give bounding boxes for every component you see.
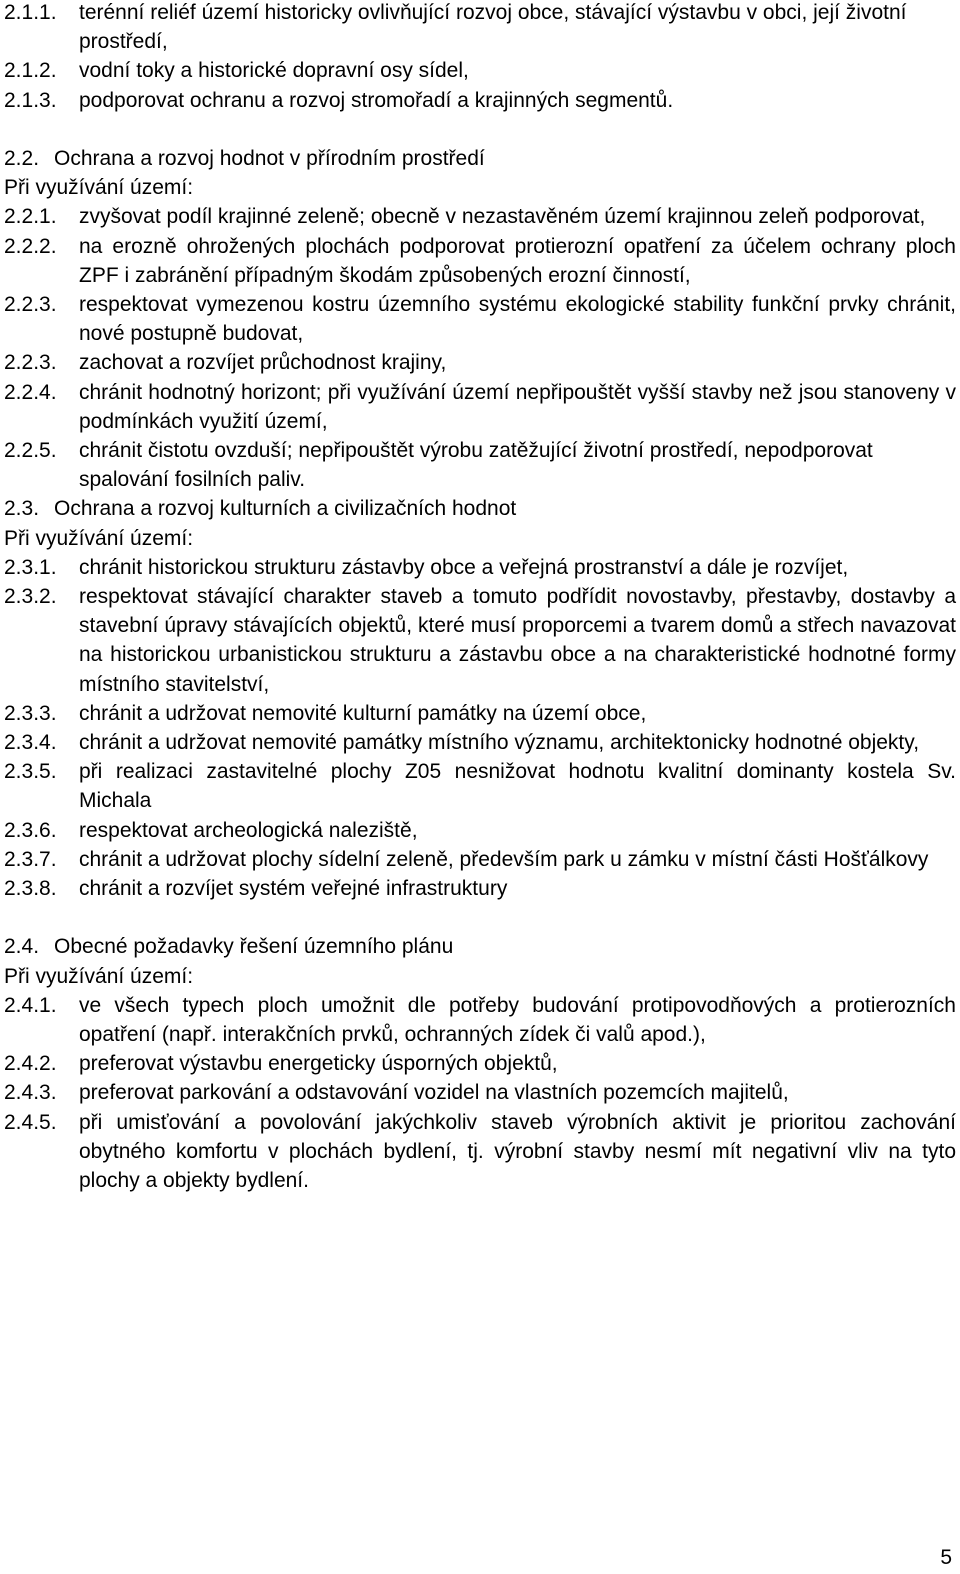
item-number: 2.4.1. — [4, 993, 57, 1017]
item-text: preferovat parkování a odstavování vozidel na vlastních pozemcích majitelů, — [79, 1081, 789, 1105]
item-text: zachovat a rozvíjet průchodnost krajiny, — [79, 351, 447, 375]
list-item — [4, 1078, 956, 1107]
list-item — [4, 348, 956, 377]
section-gap — [4, 903, 956, 932]
section-number: 2.3. — [4, 497, 40, 521]
list-item — [4, 582, 956, 699]
item-number: 2.4.5. — [4, 1110, 57, 1134]
item-text: respektovat vymezenou kostru územního systému ekologické stability funkční prvky chránit, nové postupně budovat, — [79, 293, 956, 346]
section-title: Obecné požadavky řešení územního plánu — [54, 935, 454, 959]
item-text: ve všech typech ploch umožnit dle potřeby budování protipovodňových a protierozních opatření (např. interakčních prvků, ochranných zídek či valů apod.), — [79, 993, 956, 1047]
item-number: 2.2.5. — [4, 439, 57, 463]
item-number: 2.1.3. — [4, 88, 57, 112]
usage-label: Při využívání území: — [4, 176, 194, 200]
item-number: 2.2.1. — [4, 205, 57, 229]
list-item — [4, 874, 956, 903]
section-title: Ochrana a rozvoj hodnot v přírodním prostředí — [54, 147, 485, 170]
item-text: terénní reliéf území historicky ovlivňující rozvoj obce, stávající výstavbu v obci, její životní prostředí, — [79, 1, 907, 54]
list-item — [4, 553, 956, 582]
list-item — [4, 757, 956, 815]
item-number: 2.3.3. — [4, 701, 57, 725]
item-number: 2.3.5. — [4, 760, 57, 784]
item-number: 2.4.3. — [4, 1081, 57, 1105]
list-item — [4, 991, 956, 1049]
item-number: 2.3.4. — [4, 731, 57, 755]
list-item — [4, 728, 956, 757]
item-number: 2.3.2. — [4, 585, 57, 609]
list-item — [4, 56, 956, 85]
item-text: chránit a udržovat plochy sídelní zeleně, především park u zámku v místní části Hošťálkovy — [79, 847, 929, 871]
list-item — [4, 1049, 956, 1078]
list-item — [4, 436, 956, 494]
item-number: 2.2.4. — [4, 380, 57, 404]
document-body — [4, 0, 956, 1195]
page-number: 5 — [940, 1546, 952, 1569]
item-text: chránit hodnotný horizont; při využívání území nepřipouštět vyšší stavby než jsou stanoveny v podmínkách využití území, — [79, 380, 956, 433]
item-number: 2.1.1. — [4, 1, 57, 24]
item-text: preferovat výstavbu energeticky úsporných objektů, — [79, 1052, 558, 1076]
item-number: 2.4.2. — [4, 1052, 57, 1076]
item-text: na erozně ohrožených plochách podporovat protierozní opatření za účelem ochrany ploch ZPF i zabránění případným škodám způsobených erozní činností, — [79, 234, 956, 287]
item-number: 2.2.3. — [4, 293, 57, 317]
section-number: 2.4. — [4, 935, 40, 959]
item-text: chránit a udržovat nemovité památky místního významu, architektonicky hodnotné objekty, — [79, 731, 920, 755]
item-text: chránit a rozvíjet systém veřejné infrastruktury — [79, 877, 508, 901]
usage-label: Při využívání území: — [4, 526, 194, 550]
item-text: zvyšovat podíl krajinné zeleně; obecně v nezastavěném území krajinnou zeleň podporovat, — [79, 205, 926, 229]
list-item — [4, 845, 956, 874]
list-item — [4, 86, 956, 115]
item-number: 2.1.2. — [4, 59, 57, 83]
list-item — [4, 232, 956, 290]
item-text: při realizaci zastavitelné plochy Z05 nesnižovat hodnotu kvalitní dominanty kostela Sv. Michala — [79, 760, 956, 813]
section-title: Ochrana a rozvoj kulturních a civilizačních hodnot — [54, 497, 517, 521]
item-number: 2.3.1. — [4, 555, 57, 579]
item-text: vodní toky a historické dopravní osy sídel, — [79, 59, 469, 83]
section-heading — [4, 932, 956, 961]
item-text: chránit čistotu ovzduší; nepřipouštět výrobu zatěžující životní prostředí, nepodporovat spalování fosilních paliv. — [79, 439, 873, 492]
item-text: při umisťování a povolování jakýchkoliv staveb výrobních aktivit je prioritou zachování obytného komfortu v plochách bydlení, tj. výrobní stavby nesmí mít negativní vliv na tyto plochy a objekty bydlení. — [79, 1110, 956, 1193]
list-item — [4, 378, 956, 436]
list-item — [4, 0, 956, 56]
section-number: 2.2. — [4, 147, 40, 170]
item-number: 2.2.2. — [4, 234, 57, 258]
list-item — [4, 816, 956, 845]
list-item — [4, 699, 956, 728]
item-number: 2.3.8. — [4, 877, 57, 901]
item-text: chránit a udržovat nemovité kulturní památky na území obce, — [79, 701, 647, 725]
item-text: podporovat ochranu a rozvoj stromořadí a krajinných segmentů. — [79, 88, 674, 112]
item-number: 2.2.3. — [4, 351, 57, 375]
item-text: respektovat stávající charakter staveb a tomuto podřídit novostavby, přestavby, dostavby a stavební úpravy stávajících objektů, které musí proporcemi a tvarem domů a střech navazovat na historickou urbanistickou strukturu a zástavbu obce a na charakteristické hodnotné formy místního stavitelství, — [79, 585, 956, 696]
section-gap — [4, 115, 956, 144]
item-number: 2.3.6. — [4, 818, 57, 842]
usage-label: Při využívání území: — [4, 964, 194, 988]
section-heading — [4, 494, 956, 523]
item-text: respektovat archeologická naleziště, — [79, 818, 418, 842]
list-item — [4, 202, 956, 231]
item-number: 2.3.7. — [4, 847, 57, 871]
section-heading — [4, 144, 956, 173]
item-text: chránit historickou strukturu zástavby obce a veřejná prostranství a dále je rozvíjet, — [79, 555, 849, 579]
list-item — [4, 290, 956, 348]
list-item — [4, 1108, 956, 1196]
